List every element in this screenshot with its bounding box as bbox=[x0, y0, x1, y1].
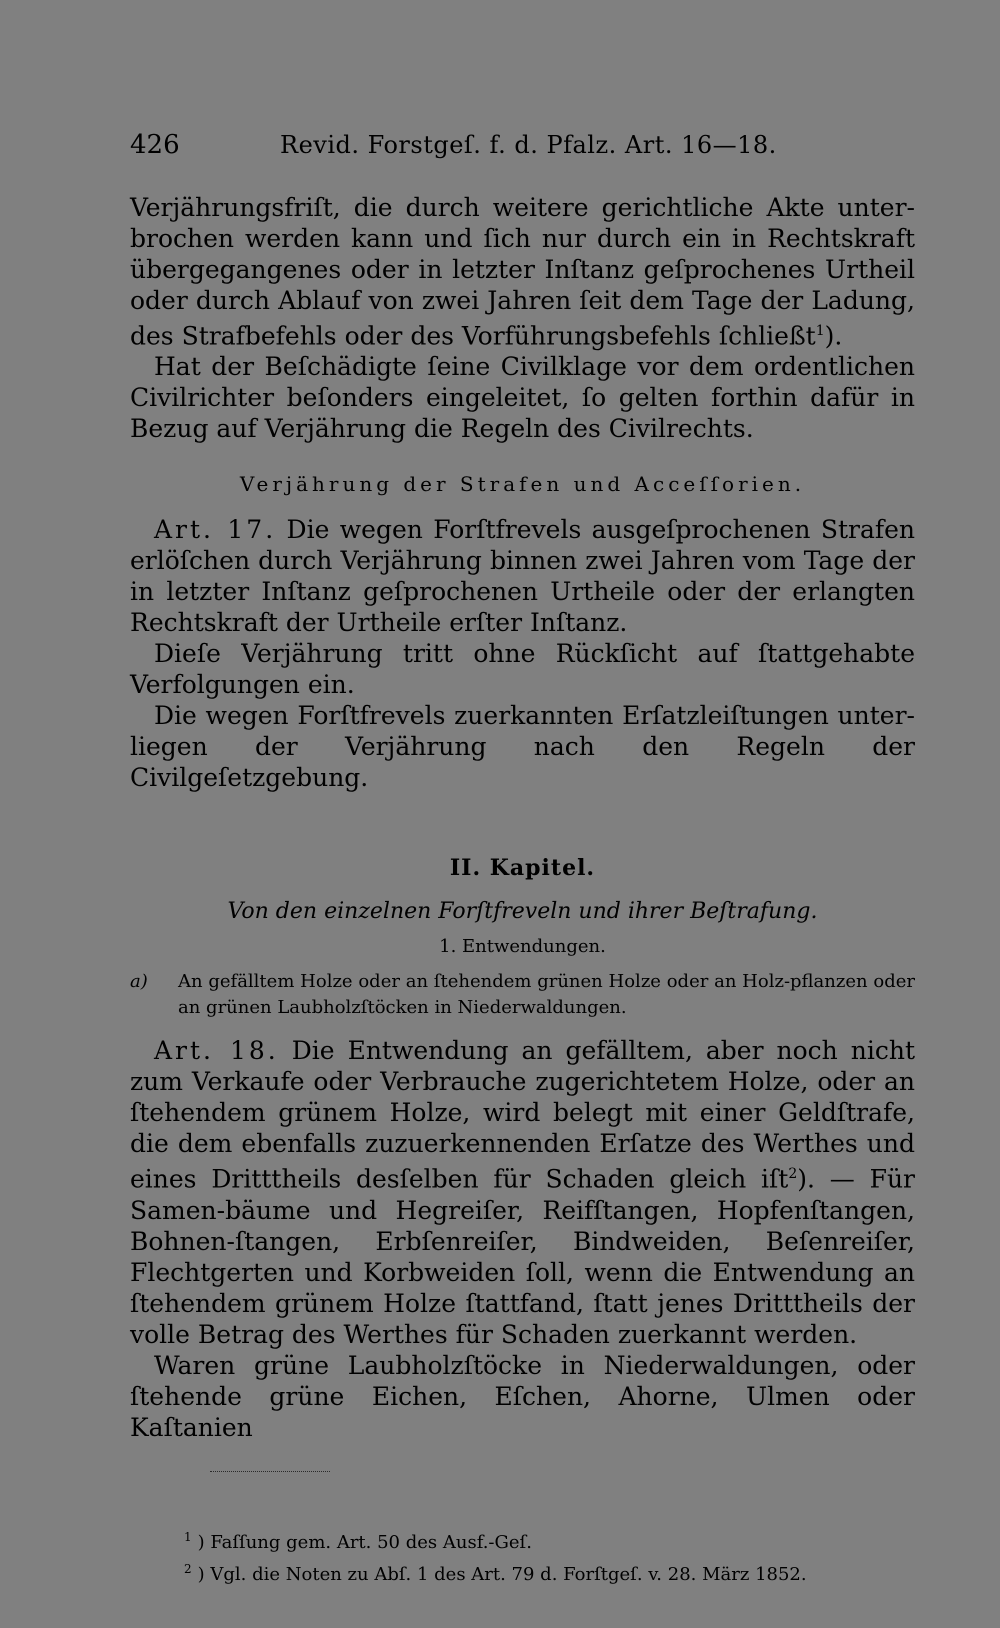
section-heading: Verjährung der Strafen und Acceſſorien. bbox=[239, 472, 806, 497]
article-17-paragraph-2: Dieſe Verjährung tritt ohne Rückſicht auf ſtattgehabte Verfolgungen ein. bbox=[130, 639, 915, 700]
chapter-subtitle: Von den einzelnen Forſtfreveln und ihrer Beſtrafung. bbox=[227, 899, 818, 925]
article-text-continued: ). — Für Samen-bäume und Hegreiſer, Reifſtangen, Hopfenſtangen, Bohnen-ſtangen, Erbſenreiſer, Bindweiden, Beſenreiſer, Flechtgerten und Korbweiden ſoll, wenn die Entwendung an ſtehendem grünem Holze ſtattfand, ſtatt jenes Dritttheils der volle Betrag des Werthes für Schaden zuerkannt werden. bbox=[130, 1164, 915, 1349]
article-label: Art. 17. bbox=[154, 515, 277, 545]
footnote-text: ) Faſſung gem. Art. 50 des Ausf.-Geſ. bbox=[197, 1531, 532, 1553]
clause-text: An gefälltem Holze oder an ſtehendem grünen Holze oder an Holz-pflanzen oder an grünen Laubholzſtöcken in Niederwaldungen. bbox=[178, 971, 915, 1019]
clause-label: a) bbox=[130, 971, 148, 993]
footnote-ref: 1 bbox=[815, 323, 825, 339]
footnote bbox=[184, 1524, 915, 1556]
clause-a bbox=[130, 969, 915, 1021]
article-17-paragraph-1 bbox=[130, 514, 915, 638]
page-number: 426 bbox=[130, 130, 180, 160]
article-18-paragraph-2: Waren grüne Laubholzſtöcke in Niederwaldungen, oder ſtehende grüne Eichen, Eſchen, Ahorne, Ulmen oder Kaſtanien bbox=[130, 1350, 915, 1442]
footnote-text: ) Vgl. die Noten zu Abſ. 1 des Art. 79 d. Forſtgeſ. v. 28. März 1852. bbox=[197, 1563, 807, 1585]
article-17-paragraph-3: Die wegen Forſtfrevels zuerkannten Erſatzleiſtungen unter-liegen der Verjährung nach den Regeln der Civilgeſetzgebung. bbox=[130, 701, 915, 793]
running-head: Revid. Forstgeſ. f. d. Pfalz. Art. 16—18. bbox=[280, 131, 777, 159]
paragraph-text: Verjährungsfriſt, die durch weitere gerichtliche Akte unter-brochen werden kann und ſich nur durch ein in Rechtskraft übergegangenes oder in letzter Inſtanz geſprochenes Urtheil oder durch Ablauf von zwei Jahren ſeit dem Tage der Ladung, des Strafbefehls oder des Vorführungsbefehls ſchließt bbox=[130, 193, 915, 351]
article-label: Art. 18. bbox=[154, 1036, 279, 1066]
article-text: Die wegen Forſtfrevels ausgeſprochenen Strafen erlöſchen durch Verjährung binnen zwei Jahren vom Tage der in letzter Inſtanz geſprochenen Urtheile oder der erlangten Rechtskraft der Urtheile erſter Inſtanz. bbox=[130, 515, 916, 638]
book-page bbox=[130, 130, 915, 1588]
paragraph-civil-claim: Hat der Beſchädigte ſeine Civilklage vor dem ordentlichen Civilrichter beſonders eingeleitet, ſo gelten forthin dafür in Bezug auf Verjährung die Regeln des Civilrechts. bbox=[130, 352, 915, 444]
article-18-paragraph-1 bbox=[130, 1035, 915, 1349]
footnote bbox=[184, 1556, 915, 1588]
footnote-ref: 2 bbox=[788, 1166, 798, 1183]
footnote-mark: 2 bbox=[184, 1561, 192, 1576]
chapter-title: II. Kapitel. bbox=[449, 855, 596, 882]
subsection-heading: 1. Entwendungen. bbox=[439, 936, 606, 958]
article-text: Die Entwendung an gefälltem, aber noch nicht zum Verkaufe oder Verbrauche zugerichtetem Holze, oder an ſtehendem grünem Holze, wird belegt mit einer Geldſtrafe, die dem ebenfalls zuzuerkennenden Erſatze des Werthes und eines Dritttheils desſelben für Schaden gleich iſt bbox=[130, 1036, 916, 1194]
footnote-divider bbox=[210, 1471, 330, 1524]
footnote-mark: 1 bbox=[184, 1529, 192, 1544]
paragraph-limitation-period bbox=[130, 192, 915, 351]
page-header bbox=[130, 130, 915, 170]
paragraph-end: ). bbox=[824, 321, 843, 351]
